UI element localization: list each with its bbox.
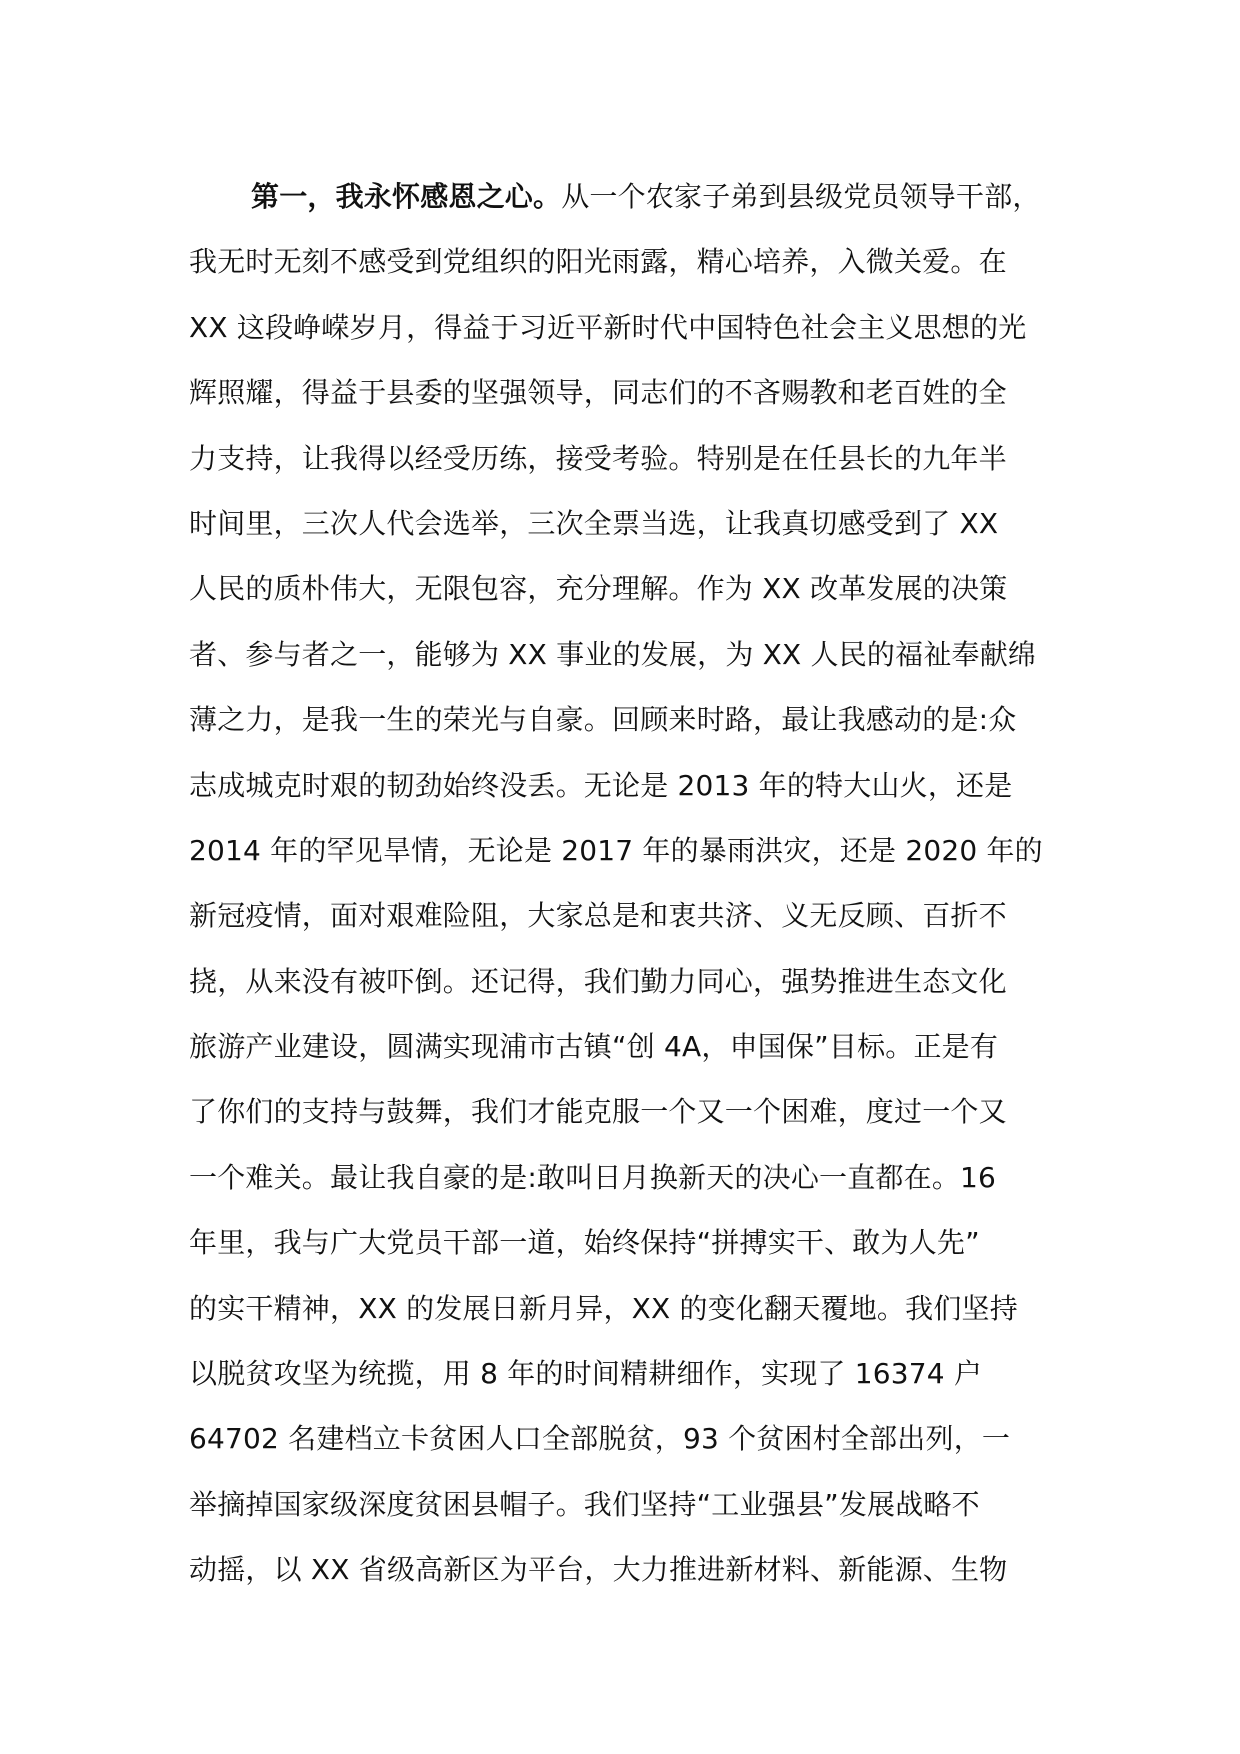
text-line: 志成城克时艰的韧劲始终没丢。无论是 2013 年的特大山火，还是 bbox=[189, 768, 1013, 802]
text-line: 辉照耀，得益于县委的坚强领导，同志们的不吝赐教和老百姓的全 bbox=[189, 376, 1007, 410]
text-line: 时间里，三次人代会选举，三次全票当选，让我真切感受到了 XX bbox=[189, 506, 999, 540]
text-line: 2014 年的罕见旱情，无论是 2017 年的暴雨洪灾，还是 2020 年的 bbox=[189, 833, 1043, 867]
document-body bbox=[189, 164, 1061, 1603]
text-line: 以脱贫攻坚为统揽，用 8 年的时间精耕细作，实现了 16374 户 bbox=[189, 1357, 983, 1391]
section-lead-heading: 第一，我永怀感恩之心。 bbox=[251, 180, 562, 213]
paragraph-first-line bbox=[189, 164, 1061, 229]
text-line: 挠，从来没有被吓倒。还记得，我们勤力同心，强势推进生态文化 bbox=[189, 964, 1007, 998]
text-line: 人民的质朴伟大，无限包容，充分理解。作为 XX 改革发展的决策 bbox=[189, 572, 1008, 606]
text-line: 力支持，让我得以经受历练，接受考验。特别是在任县长的九年半 bbox=[189, 441, 1007, 475]
text-line: 薄之力，是我一生的荣光与自豪。回顾来时路，最让我感动的是:众 bbox=[189, 703, 1017, 737]
text-line: 了你们的支持与鼓舞，我们才能克服一个又一个困难，度过一个又 bbox=[189, 1095, 1007, 1129]
text-line: XX 这段峥嵘岁月，得益于习近平新时代中国特色社会主义思想的光 bbox=[189, 310, 1027, 344]
text-line: 举摘掉国家级深度贫困县帽子。我们坚持“工业强县”发展战略不 bbox=[189, 1487, 980, 1521]
text-line: 新冠疫情，面对艰难险阻，大家总是和衷共济、义无反顾、百折不 bbox=[189, 899, 1007, 933]
text-line: 动摇，以 XX 省级高新区为平台，大力推进新材料、新能源、生物 bbox=[189, 1553, 1008, 1587]
text-line: 年里，我与广大党员干部一道，始终保持“拼搏实干、敢为人先” bbox=[189, 1226, 980, 1260]
text-line: 64702 名建档立卡贫困人口全部脱贫，93 个贫困村全部出列，一 bbox=[189, 1422, 1011, 1456]
text-line: 的实干精神，XX 的发展日新月异，XX 的变化翻天覆地。我们坚持 bbox=[189, 1291, 1018, 1325]
text-line: 从一个农家子弟到县级党员领导干部， bbox=[561, 180, 1041, 213]
text-line: 者、参与者之一，能够为 XX 事业的发展，为 XX 人民的福祉奉献绵 bbox=[189, 637, 1037, 671]
text-line: 一个难关。最让我自豪的是:敢叫日月换新天的决心一直都在。16 bbox=[189, 1160, 997, 1194]
text-line: 旅游产业建设，圆满实现浦市古镇“创 4A，申国保”目标。正是有 bbox=[189, 1030, 999, 1064]
text-line: 我无时无刻不感受到党组织的阳光雨露，精心培养，入微关爱。在 bbox=[189, 245, 1007, 279]
